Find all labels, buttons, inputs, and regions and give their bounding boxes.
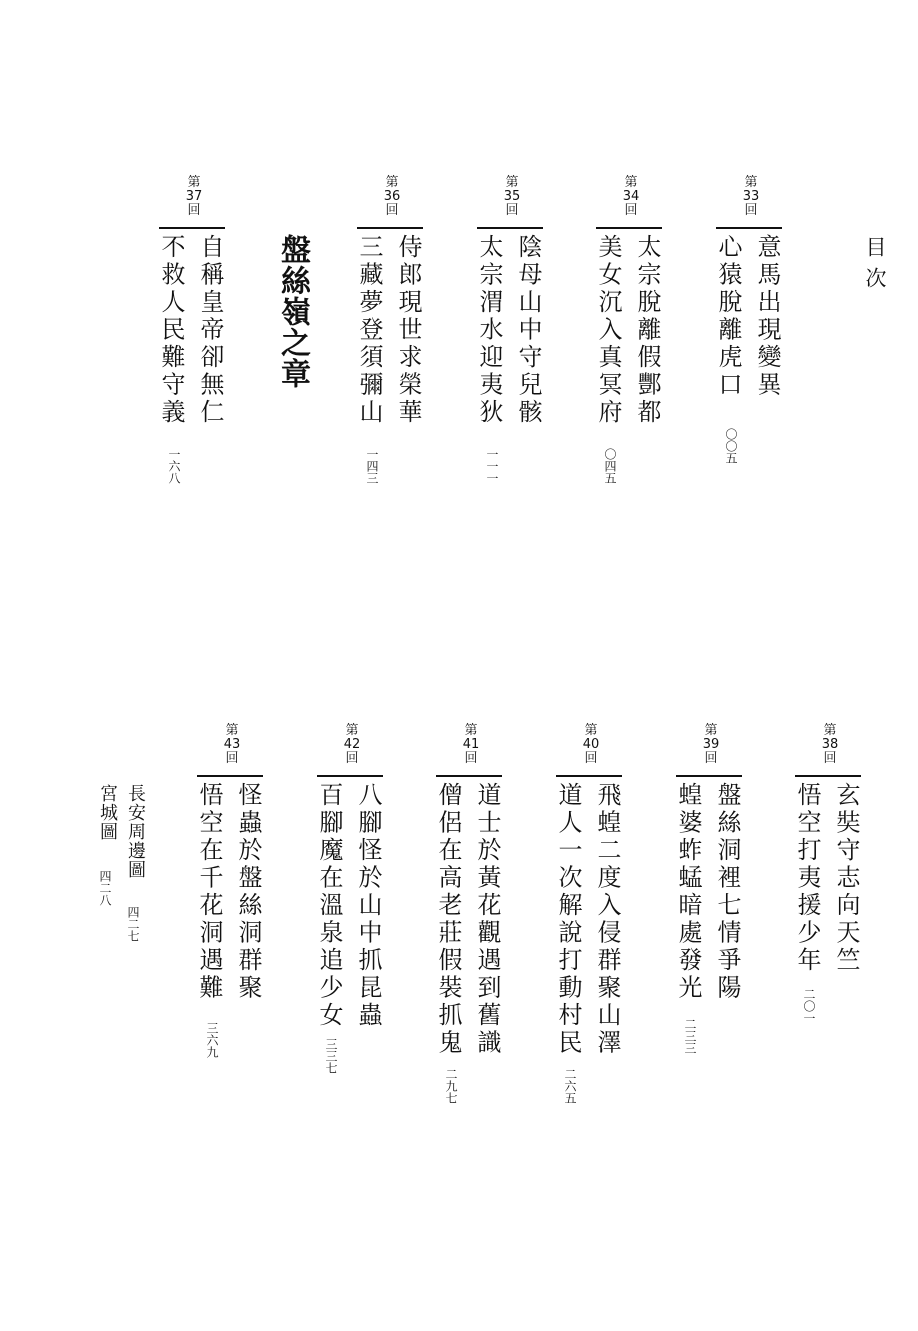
chapter-title-line2: 悟空打夷援少年	[793, 782, 821, 975]
page-number: 〇四五	[603, 448, 617, 484]
chapter-title-line2: 悟空在千花洞遇難	[195, 782, 223, 1002]
chapter-title-line2: 太宗渭水迎夷狄	[475, 234, 503, 427]
chapter-number: 第 38 回	[821, 723, 839, 766]
chapter-title-line1: 意馬出現變異	[753, 234, 781, 399]
chapter-rule	[556, 775, 622, 777]
chapter-title-line2: 不救人民難守義	[157, 234, 185, 427]
chapter-title-line2: 美女沉入真冥府	[594, 234, 622, 427]
page-number: 二九七	[444, 1068, 458, 1104]
chapter-number: 第 37 回	[185, 175, 203, 218]
chapter-title-line1: 太宗脫離假酆都	[633, 234, 661, 427]
chapter-title-line2: 百腳魔在溫泉追少女	[315, 782, 343, 1030]
chapter-title-line1: 飛蝗二度入侵群聚山澤	[593, 782, 621, 1057]
chapter-rule	[357, 227, 423, 229]
chapter-title-line1: 道士於黃花觀遇到舊識	[473, 782, 501, 1057]
page-number: 二三三	[683, 1018, 697, 1054]
chapter-title-line1: 陰母山中守兒骸	[514, 234, 542, 427]
chapter-rule	[436, 775, 502, 777]
page-number: 三六九	[205, 1022, 219, 1058]
chapter-title-line2: 僧侶在高老莊假裝抓鬼	[434, 782, 462, 1057]
page-number: 一一一	[485, 448, 499, 484]
map-title: 宮城圖	[97, 784, 118, 841]
map-page-number: 四二七	[126, 906, 140, 942]
toc-heading: 目次	[863, 236, 887, 298]
chapter-title-line1: 怪蟲於盤絲洞群聚	[234, 782, 262, 1002]
chapter-rule	[795, 775, 861, 777]
chapter-number: 第 40 回	[582, 723, 600, 766]
chapter-rule	[716, 227, 782, 229]
map-page-number: 四二八	[98, 870, 112, 906]
chapter-title-line1: 玄奘守志向天竺	[832, 782, 860, 975]
chapter-number: 第 36 回	[383, 175, 401, 218]
chapter-title-line2: 心猿脫離虎口	[714, 234, 742, 399]
chapter-title-line1: 八腳怪於山中抓昆蟲	[354, 782, 382, 1030]
page-number: 二〇一	[802, 988, 816, 1024]
page-number: 〇〇五	[724, 428, 738, 464]
chapter-title-line1: 侍郎現世求榮華	[394, 234, 422, 427]
chapter-number: 第 43 回	[223, 723, 241, 766]
page-number: 三三七	[324, 1038, 338, 1074]
section-title: 盤絲嶺之章	[275, 234, 310, 389]
chapter-rule	[477, 227, 543, 229]
chapter-rule	[197, 775, 263, 777]
page-number: 一六八	[167, 448, 181, 484]
page-number: 二六五	[563, 1068, 577, 1104]
chapter-title-line1: 自稱皇帝卻無仁	[196, 234, 224, 427]
chapter-title-line1: 盤絲洞裡七情爭陽	[713, 782, 741, 1002]
chapter-number: 第 33 回	[742, 175, 760, 218]
chapter-rule	[676, 775, 742, 777]
map-title: 長安周邊圖	[125, 784, 146, 879]
chapter-number: 第 41 回	[462, 723, 480, 766]
chapter-number: 第 39 回	[702, 723, 720, 766]
chapter-number: 第 42 回	[343, 723, 361, 766]
chapter-number: 第 34 回	[622, 175, 640, 218]
chapter-rule	[159, 227, 225, 229]
chapter-rule	[317, 775, 383, 777]
chapter-number: 第 35 回	[503, 175, 521, 218]
chapter-title-line2: 道人一次解說打動村民	[554, 782, 582, 1057]
page-number: 一四三	[365, 448, 379, 484]
chapter-rule	[596, 227, 662, 229]
chapter-title-line2: 三藏夢登須彌山	[355, 234, 383, 427]
chapter-title-line2: 蝗婆蚱蜢暗處發光	[674, 782, 702, 1002]
